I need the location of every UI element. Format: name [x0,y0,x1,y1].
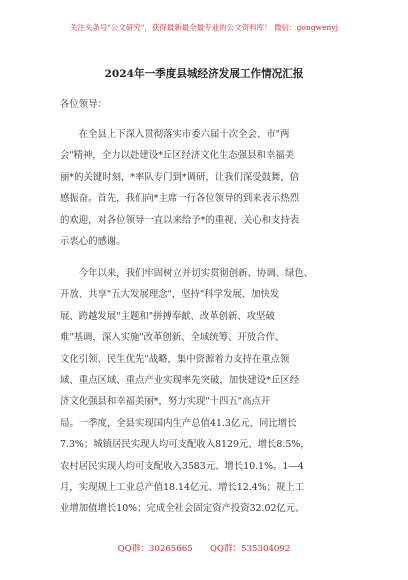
paragraph-line: 展、跨越发展"主题和"拼搏奉献、改革创新、攻坚破 [60,310,275,322]
paragraph-overview [60,263,354,520]
paragraph-line: 农村居民实现人均可支配收入3583元、增长10.1%。1—4 [60,460,304,472]
paragraph-line: 丽*的关键时刻，*率队专门到*调研，让我们深受鼓舞，倍 [60,171,300,183]
paragraph-line: 业增加值增长10%；完成全社会固定资产投资32.02亿元、 [60,503,305,515]
paragraph-line: 会"精神，全力以赴建设*丘区经济文化生态强县和幸福美 [60,150,295,162]
paragraph-line: 示衷心的感谢。 [60,235,126,247]
paragraph-line: 局。一季度，全县实现国内生产总值41.3亿元，同比增长 [60,417,297,429]
document-title: 2024年一季度县城经济发展工作情况汇报 [104,68,304,80]
paragraph-line: 在全县上下深入贯彻落实市委六届十次全会、市"两 [60,129,290,140]
paragraph-line: 今年以来，我们牢固树立并切实贯彻创新、协调、绿色、 [60,268,314,279]
paragraph-line: 感振奋。首先，我们向*主席一行各位领导的到来表示热烈 [60,193,300,205]
paragraph-line: 难"基调，深入实施"改革创新、全域统筹、开放合作、 [60,332,285,344]
paragraph-line: 月，实现规上工业总产值18.14亿元、增长12.4%；规上工 [60,481,305,493]
paragraph-line: 的欢迎，对各位领导一直以来给予*的重视、关心和支持表 [60,214,300,226]
paragraph-line: 域、重点区域、重点产业实现率先突破，加快建设*丘区经 [60,374,300,386]
paragraph-line: 开放、共享"五大发展理念"，坚持"科学发展、加快发 [60,289,280,301]
footer-qq-groups: QQ群：30265665 QQ群：535304092 [117,544,291,554]
paragraph-line: 7.3%；城镇居民实现人均可支配收入8129元、增长8.5%， [60,439,310,451]
paragraph-intro [60,124,354,252]
header-promo-note: 关注头条号"公文研究"，获得最新最全最专业的公文资料库！ 微信：gongwenyj [69,23,339,32]
paragraph-line: 济文化强县和幸福美丽*，努力实现"十四五"高点开 [60,396,271,408]
salutation: 各位领导： [60,99,107,110]
paragraph-line: 文化引领、民生优先"战略，集中资源着力支持在重点领 [60,353,290,365]
